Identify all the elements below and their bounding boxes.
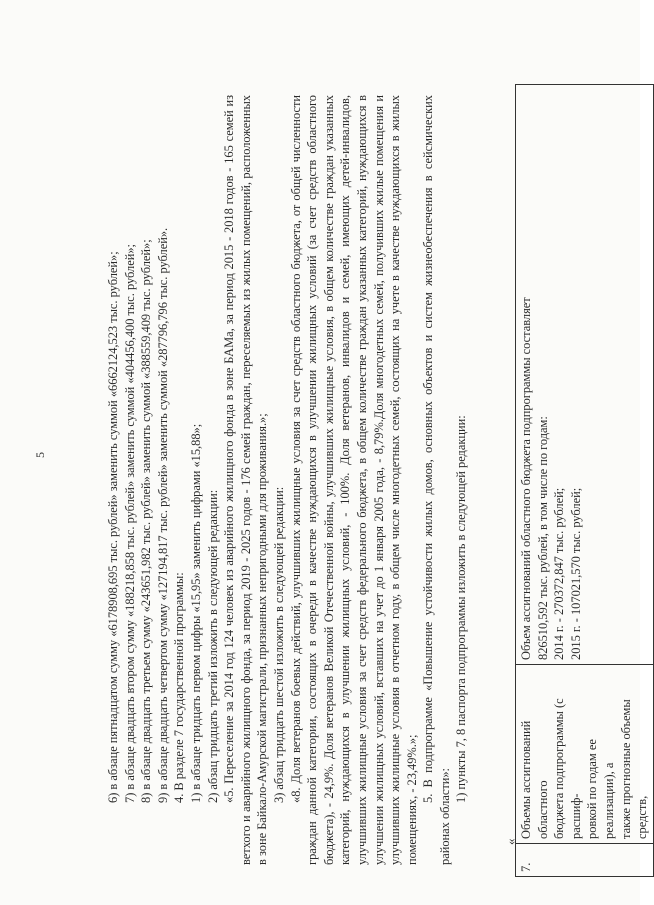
paragraph: 5. В подпрограмме «Повышение устойчивости жилых домов, основных объектов и систем жизнеобеспечения в сейсмических районах области»: (421, 95, 452, 865)
label-line: ровкой по годам ее реализации), а (585, 739, 616, 839)
row-label-cell (516, 665, 654, 844)
label-line: бюджета подпрограммы (с расшиф- (552, 698, 583, 839)
table-row (516, 85, 654, 877)
paragraph: 9) в абзаце двадцать четвертом сумму «127194,817 тыс. рублей» заменить суммой «287796,796 тыс. рублей». (155, 227, 170, 803)
paragraph: 1) пункты 7, 8 паспорта подпрограммы изложить в следующей редакции: (454, 415, 469, 803)
paragraph: «5. Переселение за 2014 год 124 человек из аварийного жилищного фонда в зоне БАМа, за период 2015 - 2018 годов - 165 семей из ветхого и аварийного жилищного фонда, за период 2019 - 2025 годов - 176 семей граждан, переселяемых из жилых помещений, расположенных в зоне Байкало-Амурской магистрали, признанных непригодными для проживания.»; (222, 95, 270, 865)
passport-table (515, 84, 654, 877)
value-line: 2014 г. - 270372,847 тыс. рублей; (552, 487, 567, 660)
value-line: 826510,592 тыс. рублей, в том числе по годам: (535, 416, 550, 660)
paragraph: 8) в абзаце двадцать третьем сумму «243651,982 тыс. рублей» заменить суммой «388559,409 тыс. рублей»; (139, 239, 154, 803)
label-line: Объемы ассигнований областного (519, 720, 550, 839)
paragraph: 1) в абзаце тридцать первом цифры «15,95» заменить цифрами «15,88»; (188, 423, 203, 803)
row-value-cell (516, 85, 654, 665)
paragraph: 2) абзац тридцать третий изложить в следующей редакции: (205, 489, 220, 803)
table-open-quote: « (503, 838, 518, 845)
paragraph: «8. Доля ветеранов боевых действий, улучшивших жилищные условия за счет средств областного бюджета, от общей численности граждан данной категории, состоящих в очереди в качестве нуждающихся в улучшении жилищных условий (за счет средств областного бюджета), - 24,9%. Доля ветеранов Великой Отечественной войны, улучшивших жилищные условия, в общем количестве граждан указанных категорий, нуждающихся в улучшении жилищных условий, - 100%. Доля ветеранов, инвалидов и семей, имеющих детей-инвалидов, улучшивших жилищные условия за счет средств федерального бюджета, в общем количестве граждан указанных категорий, нуждающихся в улучшении жилищных условий, вставших на учет до 1 января 2005 года, - 8,79%.Доля многодетных семей, получивших жилые помещения и улучшивших жилищные условия в отчетном году, в общем числе многодетных семей, состоящих на учете в качестве нуждающихся в жилых помещениях, - 23,49%.»; (288, 95, 419, 865)
row-number-cell: 7. (516, 844, 654, 877)
paragraph: 6) в абзаце пятнадцатом сумму «6178908,695 тыс. рублей» заменить суммой «6662124,523 тыс. рублей»; (106, 251, 120, 803)
paragraph: 7) в абзаце двадцать втором сумму «188218,858 тыс. рублей» заменить суммой «404456,400 тыс. рублей»; (122, 244, 137, 803)
paragraph: 4. В разделе 7 государственной программы: (172, 572, 187, 803)
label-line: также прогнозные объемы средств, (618, 699, 650, 839)
paragraph: 3) абзац тридцать шестой изложить в следующей редакции: (271, 486, 286, 803)
value-line: 2015 г. - 107021,570 тыс. рублей; (568, 487, 583, 660)
document-body (105, 95, 470, 865)
page-number: 5 (33, 452, 47, 458)
value-line: Объем ассигнований областного бюджета подпрограммы составляет (519, 297, 533, 660)
